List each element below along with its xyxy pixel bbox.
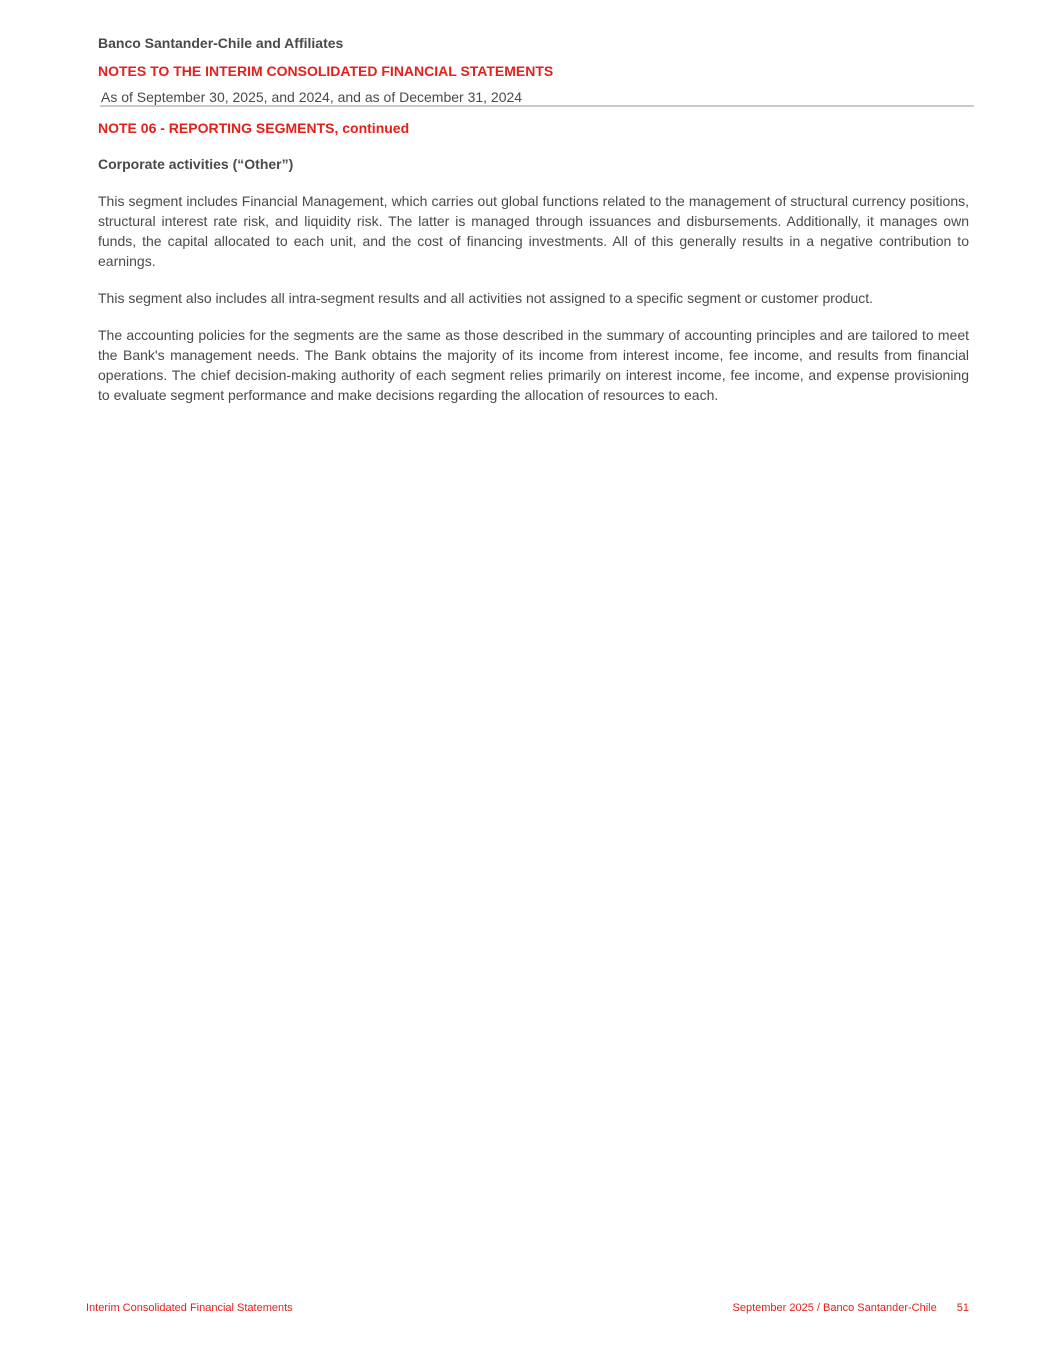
section-subheading: Corporate activities (“Other”) bbox=[98, 156, 294, 172]
as-of-date: As of September 30, 2025, and 2024, and as of December 31, 2024 bbox=[101, 89, 523, 105]
note-content bbox=[98, 118, 969, 419]
page-header bbox=[98, 34, 974, 106]
footer-document-title: Interim Consolidated Financial Statements bbox=[86, 1302, 293, 1314]
notes-title: NOTES TO THE INTERIM CONSOLIDATED FINANCIAL STATEMENTS bbox=[98, 63, 554, 79]
footer-right bbox=[733, 1302, 970, 1314]
paragraph: This segment includes Financial Management, which carries out global functions related to the management of structural currency positions, structural interest rate risk, and liquidity risk. The latter is managed through issuances and disbursements. Additionally, it manages own funds, the capital allocated to each unit, and the cost of financing investments. All of this generally results in a negative contribution to earnings. bbox=[98, 193, 969, 269]
page-number: 51 bbox=[956, 1302, 969, 1314]
footer-date-bank: September 2025 / Banco Santander-Chile bbox=[732, 1302, 937, 1314]
note-heading: NOTE 06 - REPORTING SEGMENTS, continued bbox=[98, 120, 410, 136]
paragraph: This segment also includes all intra-segment results and all activities not assigned to a specific segment or customer product. bbox=[98, 290, 874, 306]
company-name: Banco Santander-Chile and Affiliates bbox=[98, 35, 344, 51]
header-divider bbox=[100, 105, 974, 107]
paragraph: The accounting policies for the segments are the same as those described in the summary of accounting principles and are tailored to meet the Bank's management needs. The Bank obtains the majority of its income from interest income, fee income, and results from financial operations. The chief decision-making authority of each segment relies primarily on interest income, fee income, and expense provisioning to evaluate segment performance and make decisions regarding the allocation of resources to each. bbox=[98, 327, 969, 403]
